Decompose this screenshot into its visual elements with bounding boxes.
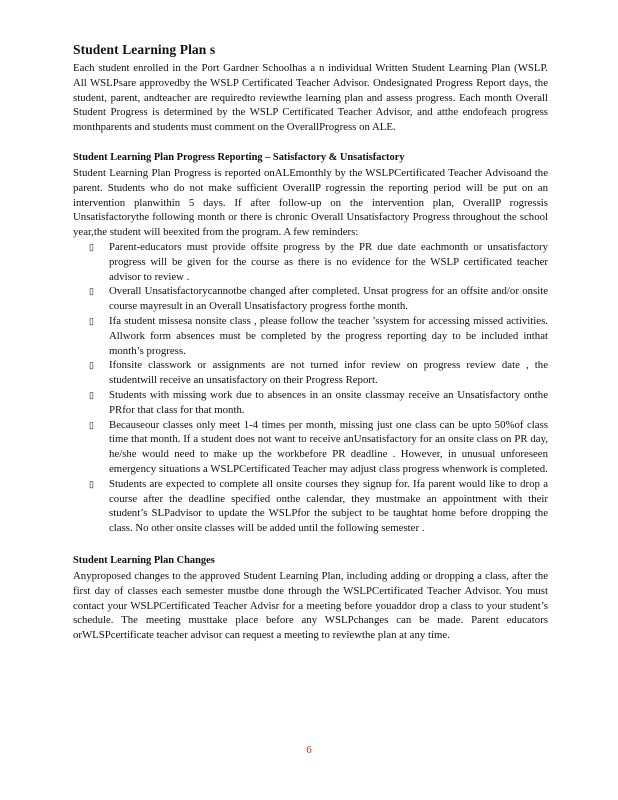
list-item [73, 388, 548, 418]
bullet-icon: ▯ [89, 419, 94, 430]
bullet-icon: ▯ [89, 241, 94, 252]
section-heading-progress-reporting: Student Learning Plan Progress Reporting – Satisfactory & Unsatisfactory [73, 151, 405, 163]
list-item-text: Parent-educators must provide offsite progress by the PR due date eachmonth or unsatisfactory progress will be given for the course as there is no evidence for the WSLP certificated teacher advisor to review . [109, 240, 548, 283]
list-item [73, 418, 548, 477]
bullet-icon: ▯ [89, 478, 94, 489]
bullet-icon: ▯ [89, 315, 94, 326]
intro-paragraph: Each student enrolled in the Port Gardner Schoolhas a n individual Written Student Learning Plan (WSLP. All WSLPsare approvedby the WSLP Certificated Teacher Advisor. Ondesignated Progress Report days, the student, parent, andteacher are requiredto reviewthe learning plan and assess progress. Each month Overall Student Progress is determined by the WSLP Certificated Teacher Advisor, and atthe endofeach progress monthparents and students must comment on the OverallProgress on ALE. [73, 62, 548, 134]
list-item [73, 240, 548, 284]
reminders-list [73, 240, 548, 536]
list-item [73, 477, 548, 536]
list-item-text: Becauseour classes only meet 1-4 times per month, missing just one class can be upto 50%of class time that month. If a student does not want to receive anUnsatisfactory for an onsite class on PR day, he/she would need to make up the workbefore PR deadline . However, in unusual unforeseen emergency situations a WSLPCertificated Teacher may adjust class progress whenwork is completed. [109, 418, 548, 475]
page-title: Student Learning Plan s [73, 42, 216, 57]
list-item [73, 358, 548, 388]
list-item-text: Ifa student missesa nonsite class , please follow the teacher ’ssystem for accessing missed activities. Allwork form absences must be completed by the progress reporting day to be included inthat month’s progress. [109, 314, 548, 357]
document-page [73, 42, 548, 643]
list-item-text: Students with missing work due to absences in an onsite classmay receive an Unsatisfactory onthe PRfor that class for that month. [109, 388, 548, 416]
list-item-text: Students are expected to complete all onsite courses they signup for. Ifa parent would like to drop a course after the deadline specified onthe calendar, they mustmake an appointment with their student’s SLPadvisor to update the WSLPfor the subject to be taughtat home before dropping the class. No other onsite classes will be added until the following semester . [109, 477, 548, 535]
list-item [73, 314, 548, 358]
list-item-text: Overall Unsatisfactorycannotbe changed after completed. Unsat progress for an offsite and/or onsite course mayresult in an Overall Unsatisfactory progress forthe month. [109, 285, 548, 313]
plan-changes-paragraph: Anyproposed changes to the approved Student Learning Plan, including adding or dropping a class, after the first day of classes each semester mustbe done through the WSLPCertificated Teacher Advisor. You must contact your WSLPCertificated Teacher Advisr for a meeting before youaddor drop a class to your student’s schedule. The meeting musttake place before any WSLPchanges can be made. Parent educators orWLSPcertificate teacher advisor can request a meeting to reviewthe plan at any time. [73, 569, 548, 642]
progress-reporting-paragraph: Student Learning Plan Progress is reported onALEmonthly by the WSLPCertificated Teacher Advisoand the parent. Students who do not make sufficient OverallP rogressin the reporting period will be put on an intervention planwithin 5 days. If after follow-up on the intervention plan, OverallP rogressis Unsatisfactorythe following month or there is chronic Overall Unsatisfactory Progress throughout the school year,the student will beexited from the program. A few reminders: [73, 166, 548, 239]
list-item [73, 284, 548, 314]
bullet-icon: ▯ [89, 286, 94, 297]
list-item-text: Ifonsite classwork or assignments are not turned infor review on progress review date , the studentwill receive an unsatisfactory on their Progress Report. [109, 359, 548, 387]
section-heading-plan-changes: Student Learning Plan Changes [73, 554, 215, 566]
bullet-icon: ▯ [89, 389, 94, 400]
bullet-icon: ▯ [89, 360, 94, 371]
page-number: 6 [306, 744, 312, 756]
